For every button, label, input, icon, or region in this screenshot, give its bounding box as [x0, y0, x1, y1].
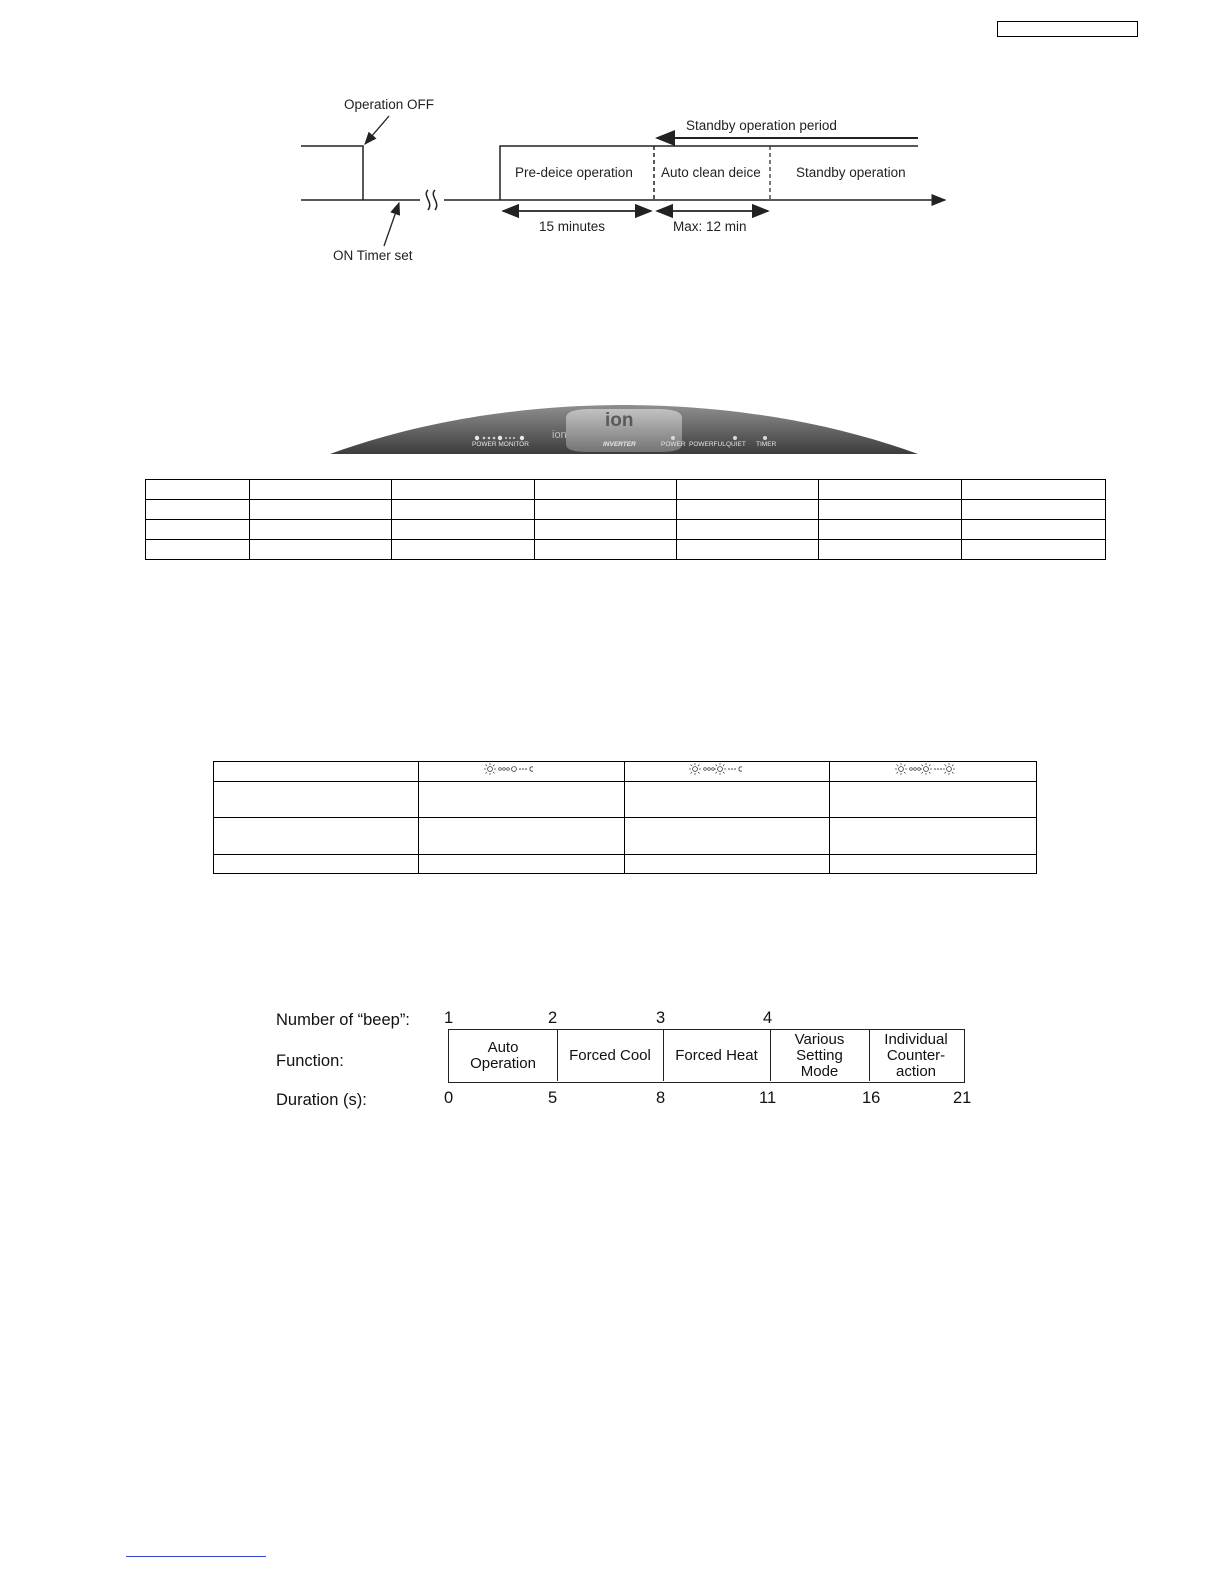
power-monitor-label: POWER MONITOR [472, 441, 529, 448]
beep-number-2: 2 [548, 1009, 558, 1027]
function-line: action [895, 1062, 937, 1080]
duration-value: 8 [656, 1089, 666, 1107]
table-row [146, 540, 1106, 560]
break-symbol [426, 190, 436, 210]
function-line: Setting [796, 1046, 843, 1064]
beep-number-1: 1 [444, 1009, 454, 1027]
function-cell [557, 1030, 664, 1081]
beep-number-3: 3 [656, 1009, 666, 1027]
indicator-panel [330, 404, 918, 456]
led-pattern-2 [625, 762, 830, 782]
duration-value: 0 [444, 1089, 454, 1107]
power-label: POWER [661, 441, 686, 448]
duration-2-label: Max: 12 min [673, 219, 747, 234]
indicator-table [145, 479, 1106, 560]
ion-logo: ion [605, 410, 634, 431]
function-line: Operation [470, 1054, 536, 1072]
function-cell [663, 1030, 771, 1081]
function-line: Counter- [886, 1046, 946, 1064]
function-cell [770, 1030, 870, 1081]
function-bar [448, 1029, 965, 1083]
standby-label: Standby operation [796, 165, 906, 180]
led-pattern-3 [830, 762, 1037, 782]
duration-value: 16 [862, 1089, 881, 1107]
beep-number-4: 4 [763, 1009, 773, 1027]
operation-off-label: Operation OFF [344, 97, 435, 112]
function-line: Individual [884, 1030, 948, 1048]
function-label: Function: [276, 1052, 344, 1070]
led-pattern-1-icon [482, 762, 562, 776]
duration-label: Duration (s): [276, 1091, 367, 1109]
pre-deice-label: Pre-deice operation [515, 165, 633, 180]
table-row [146, 520, 1106, 540]
function-line: Forced Heat [675, 1046, 758, 1064]
table-row [214, 782, 1037, 818]
duration-value: 21 [953, 1089, 972, 1107]
timer-pointer [384, 203, 399, 246]
table-row [214, 855, 1037, 874]
duration-value: 11 [759, 1089, 777, 1107]
function-cell [869, 1030, 963, 1081]
function-cell [449, 1030, 558, 1081]
led-pattern-table [213, 761, 1037, 874]
auto-clean-label: Auto clean deice [661, 165, 761, 180]
quiet-label: QUIET [726, 441, 746, 448]
led-pattern-3-icon [893, 762, 973, 776]
function-line: Various [794, 1030, 845, 1048]
beep-label: Number of “beep”: [276, 1011, 410, 1029]
standby-period-label: Standby operation period [686, 118, 837, 133]
function-line: Forced Cool [569, 1046, 651, 1064]
led-pattern-1 [419, 762, 625, 782]
function-line: Mode [800, 1062, 839, 1080]
table-row [146, 500, 1106, 520]
function-line: Auto [487, 1038, 519, 1056]
table-row [146, 480, 1106, 500]
timing-diagram [0, 0, 1224, 300]
footer-link-underline[interactable] [126, 1556, 266, 1557]
timer-label: TIMER [756, 441, 777, 448]
duration-value: 5 [548, 1089, 558, 1107]
table-header-row [214, 762, 1037, 782]
off-pointer [365, 116, 389, 144]
ion-label: ion [552, 429, 567, 441]
powerful-label: POWERFUL [689, 441, 726, 448]
table-row [214, 818, 1037, 855]
operation-signal [301, 146, 363, 200]
inverter-label: INVERTER [603, 441, 636, 448]
led-pattern-2-icon [687, 762, 767, 776]
duration-1-label: 15 minutes [539, 219, 606, 234]
on-timer-set-label: ON Timer set [333, 248, 413, 263]
